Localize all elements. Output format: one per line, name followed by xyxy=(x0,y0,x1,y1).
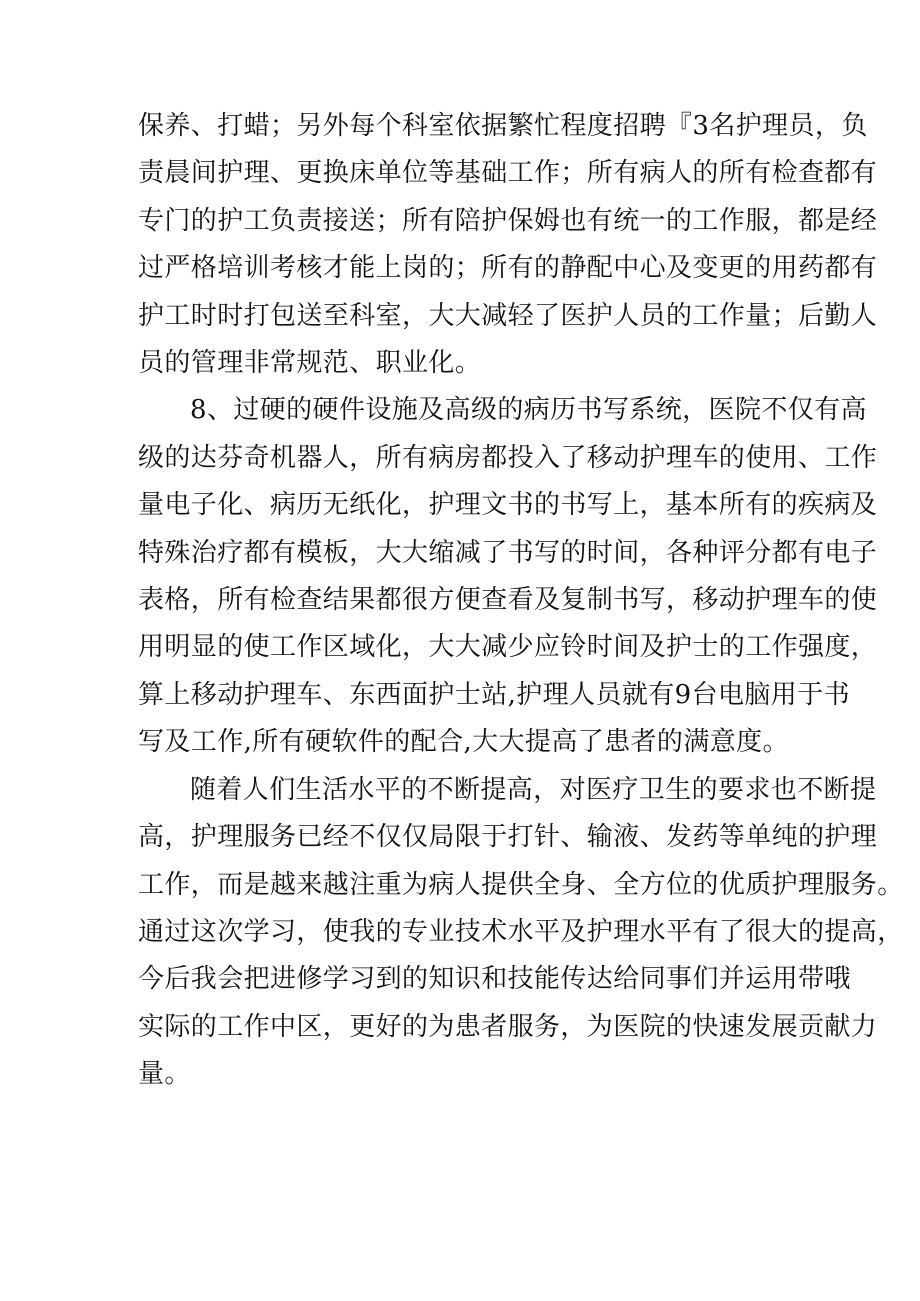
text-line: 员的管理非常规范、职业化。 xyxy=(138,348,482,379)
text-line: 写及工作,所有硬软件的配合,大大提高了患者的满意度。 xyxy=(138,727,789,758)
text-line: 专门的护工负责接送；所有陪护保姆也有统一的工作服，都是经 xyxy=(138,205,878,236)
text-line: 特殊治疗都有模板，大大缩减了书写的时间，各种评分都有电子 xyxy=(138,537,878,568)
text-line: 护工时时打包送至科室，大大减轻了医护人员的工作量；后勤人 xyxy=(138,300,878,331)
text-line: 表格，所有检查结果都很方便查看及复制书写，移动护理车的使 xyxy=(138,585,878,616)
text-line: 量。 xyxy=(138,1059,191,1090)
text-line: 高，护理服务已经不仅仅局限于打针、输液、发药等单纯的护理 xyxy=(138,822,878,853)
text-line: 级的达芬奇机器人，所有病房都投入了移动护理车的使用、工作 xyxy=(138,442,878,473)
text-line: 随着人们生活水平的不断提高，对医疗卫生的要求也不断提 xyxy=(190,774,877,805)
text-line: 算上移动护理车、东西面护士站,护理人员就有9台电脑用于书 xyxy=(138,679,851,710)
paragraph-3 xyxy=(138,767,904,1099)
text-line: 工作，而是越来越注重为病人提供全身、全方位的优质护理服务。 xyxy=(138,869,904,900)
text-line: 用明显的使工作区域化，大大减少应铃时间及护士的工作强度， xyxy=(138,632,878,663)
document-body xyxy=(138,103,904,1099)
text-line: 今后我会把进修学习到的知识和技能传达给同事们并运用带哦 xyxy=(138,964,851,995)
text-line: 实际的工作中区，更好的为患者服务，为医院的快速发展贡献力 xyxy=(138,1011,878,1042)
text-line: 过严格培训考核才能上岗的；所有的静配中心及变更的用药都有 xyxy=(138,253,878,284)
paragraph-1 xyxy=(138,103,878,387)
text-line: 责晨间护理、更换床单位等基础工作；所有病人的所有检查都有 xyxy=(138,158,878,189)
text-line: 保养、打蜡；另外每个科室依据繁忙程度招聘『3名护理员，负 xyxy=(138,111,868,141)
text-line: 8、过硬的硬件设施及高级的病历书写系统，医院不仅有高 xyxy=(190,395,867,426)
text-line: 量电子化、病历无纸化，护理文书的书写上，基本所有的疾病及 xyxy=(138,490,878,521)
paragraph-2 xyxy=(138,387,878,766)
text-line: 通过这次学习，使我的专业技术水平及护理水平有了很大的提高， xyxy=(138,916,904,947)
